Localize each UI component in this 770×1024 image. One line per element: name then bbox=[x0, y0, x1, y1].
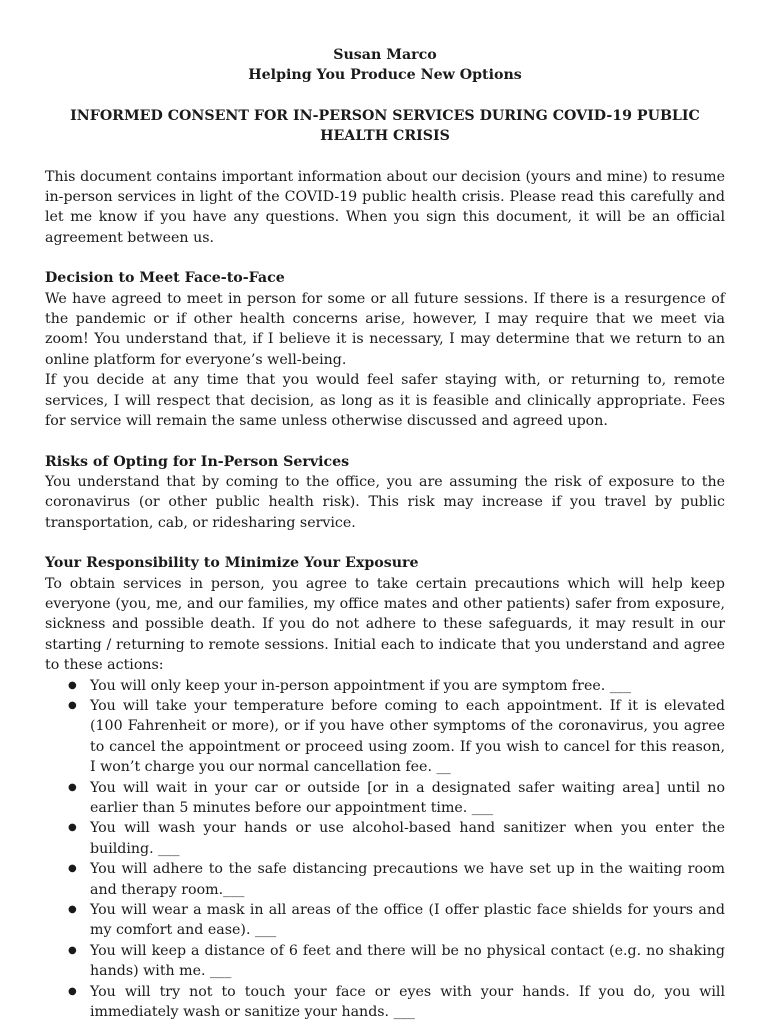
list-item bbox=[68, 676, 725, 696]
list-item-text: You will wash your hands or use alcohol-based hand sanitizer when you enter the building. ___ bbox=[90, 820, 725, 857]
section-heading-risks: Risks of Opting for In-Person Services bbox=[45, 453, 350, 470]
section-paragraph: You understand that by coming to the office, you are assuming the risk of exposure to the coronavirus (or other public health risk). This risk may increase if you travel by public transportation, cab, or ridesharing service. bbox=[45, 473, 725, 531]
section-paragraph: If you decide at any time that you would feel safer staying with, or returning to, remote services, I will respect that decision, as long as it is feasible and clinically appropriate. Fees for service will remain the same unless otherwise discussed and agreed upon. bbox=[45, 372, 725, 430]
list-item-text: You will wait in your car or outside [or in a designated safer waiting area] until no earlier than 5 minutes before our appointment time. ___ bbox=[90, 779, 725, 816]
list-item bbox=[68, 859, 725, 900]
bullet-icon: ● bbox=[68, 822, 77, 834]
list-item bbox=[68, 778, 725, 819]
bullet-icon: ● bbox=[68, 944, 77, 956]
author-tagline: Helping You Produce New Options bbox=[248, 67, 522, 84]
list-item bbox=[68, 900, 725, 941]
list-item-text: You will take your temperature before coming to each appointment. If it is elevated (100 Fahrenheit or more), or if you have other symptoms of the coronavirus, you agree to cancel the appointment or proceed using zoom. If you wish to cancel for this reason, I won’t charge you our normal cancellation fee. __ bbox=[90, 697, 725, 776]
list-item bbox=[68, 696, 725, 778]
intro-paragraph: This document contains important information about our decision (yours and mine) to resume in-person services in light of the COVID-19 public health crisis. Please read this carefully and let me know if you have any questions. When you sign this document, it will be an official agreement between us. bbox=[45, 168, 725, 246]
list-item-text: You will adhere to the safe distancing precautions we have set up in the waiting room and therapy room.___ bbox=[90, 861, 725, 898]
section-paragraph: We have agreed to meet in person for some or all future sessions. If there is a resurgence of the pandemic or if other health concerns arise, however, I may require that we meet via zoom! You understand that, if I believe it is necessary, I may determine that we return to an online platform for everyone’s well-being. bbox=[45, 290, 725, 368]
bullet-icon: ● bbox=[68, 699, 77, 711]
precautions-list bbox=[45, 676, 725, 1023]
bullet-icon: ● bbox=[68, 863, 77, 875]
list-item-text: You will wear a mask in all areas of the office (I offer plastic face shields for yours and my comfort and ease). ___ bbox=[90, 902, 725, 939]
section-paragraph: To obtain services in person, you agree to take certain precautions which will help keep everyone (you, me, and our families, my office mates and other patients) safer from exposure, sickness and possible death. If you do not adhere to these safeguards, it may result in our starting / returning to remote sessions. Initial each to indicate that you understand and agree to these actions: bbox=[45, 575, 725, 674]
section-heading-responsibility: Your Responsibility to Minimize Your Exposure bbox=[45, 555, 419, 572]
document-title: INFORMED CONSENT FOR IN-PERSON SERVICES DURING COVID-19 PUBLIC HEALTH CRISIS bbox=[70, 107, 700, 145]
list-item-text: You will try not to touch your face or eyes with your hands. If you do, you will immediately wash or sanitize your hands. ___ bbox=[90, 983, 725, 1021]
section-heading-decision: Decision to Meet Face-to-Face bbox=[45, 270, 285, 287]
list-item bbox=[68, 941, 725, 982]
list-item bbox=[68, 982, 725, 1023]
bullet-icon: ● bbox=[68, 985, 77, 997]
list-item-text: You will keep a distance of 6 feet and there will be no physical contact (e.g. no shaking hands) with me. ___ bbox=[90, 942, 725, 980]
bullet-icon: ● bbox=[68, 904, 77, 916]
bullet-icon: ● bbox=[68, 679, 77, 691]
list-item bbox=[68, 818, 725, 859]
author-name: Susan Marco bbox=[333, 47, 437, 63]
bullet-icon: ● bbox=[68, 781, 77, 793]
list-item-text: You will only keep your in-person appointment if you are symptom free. ___ bbox=[90, 677, 632, 694]
